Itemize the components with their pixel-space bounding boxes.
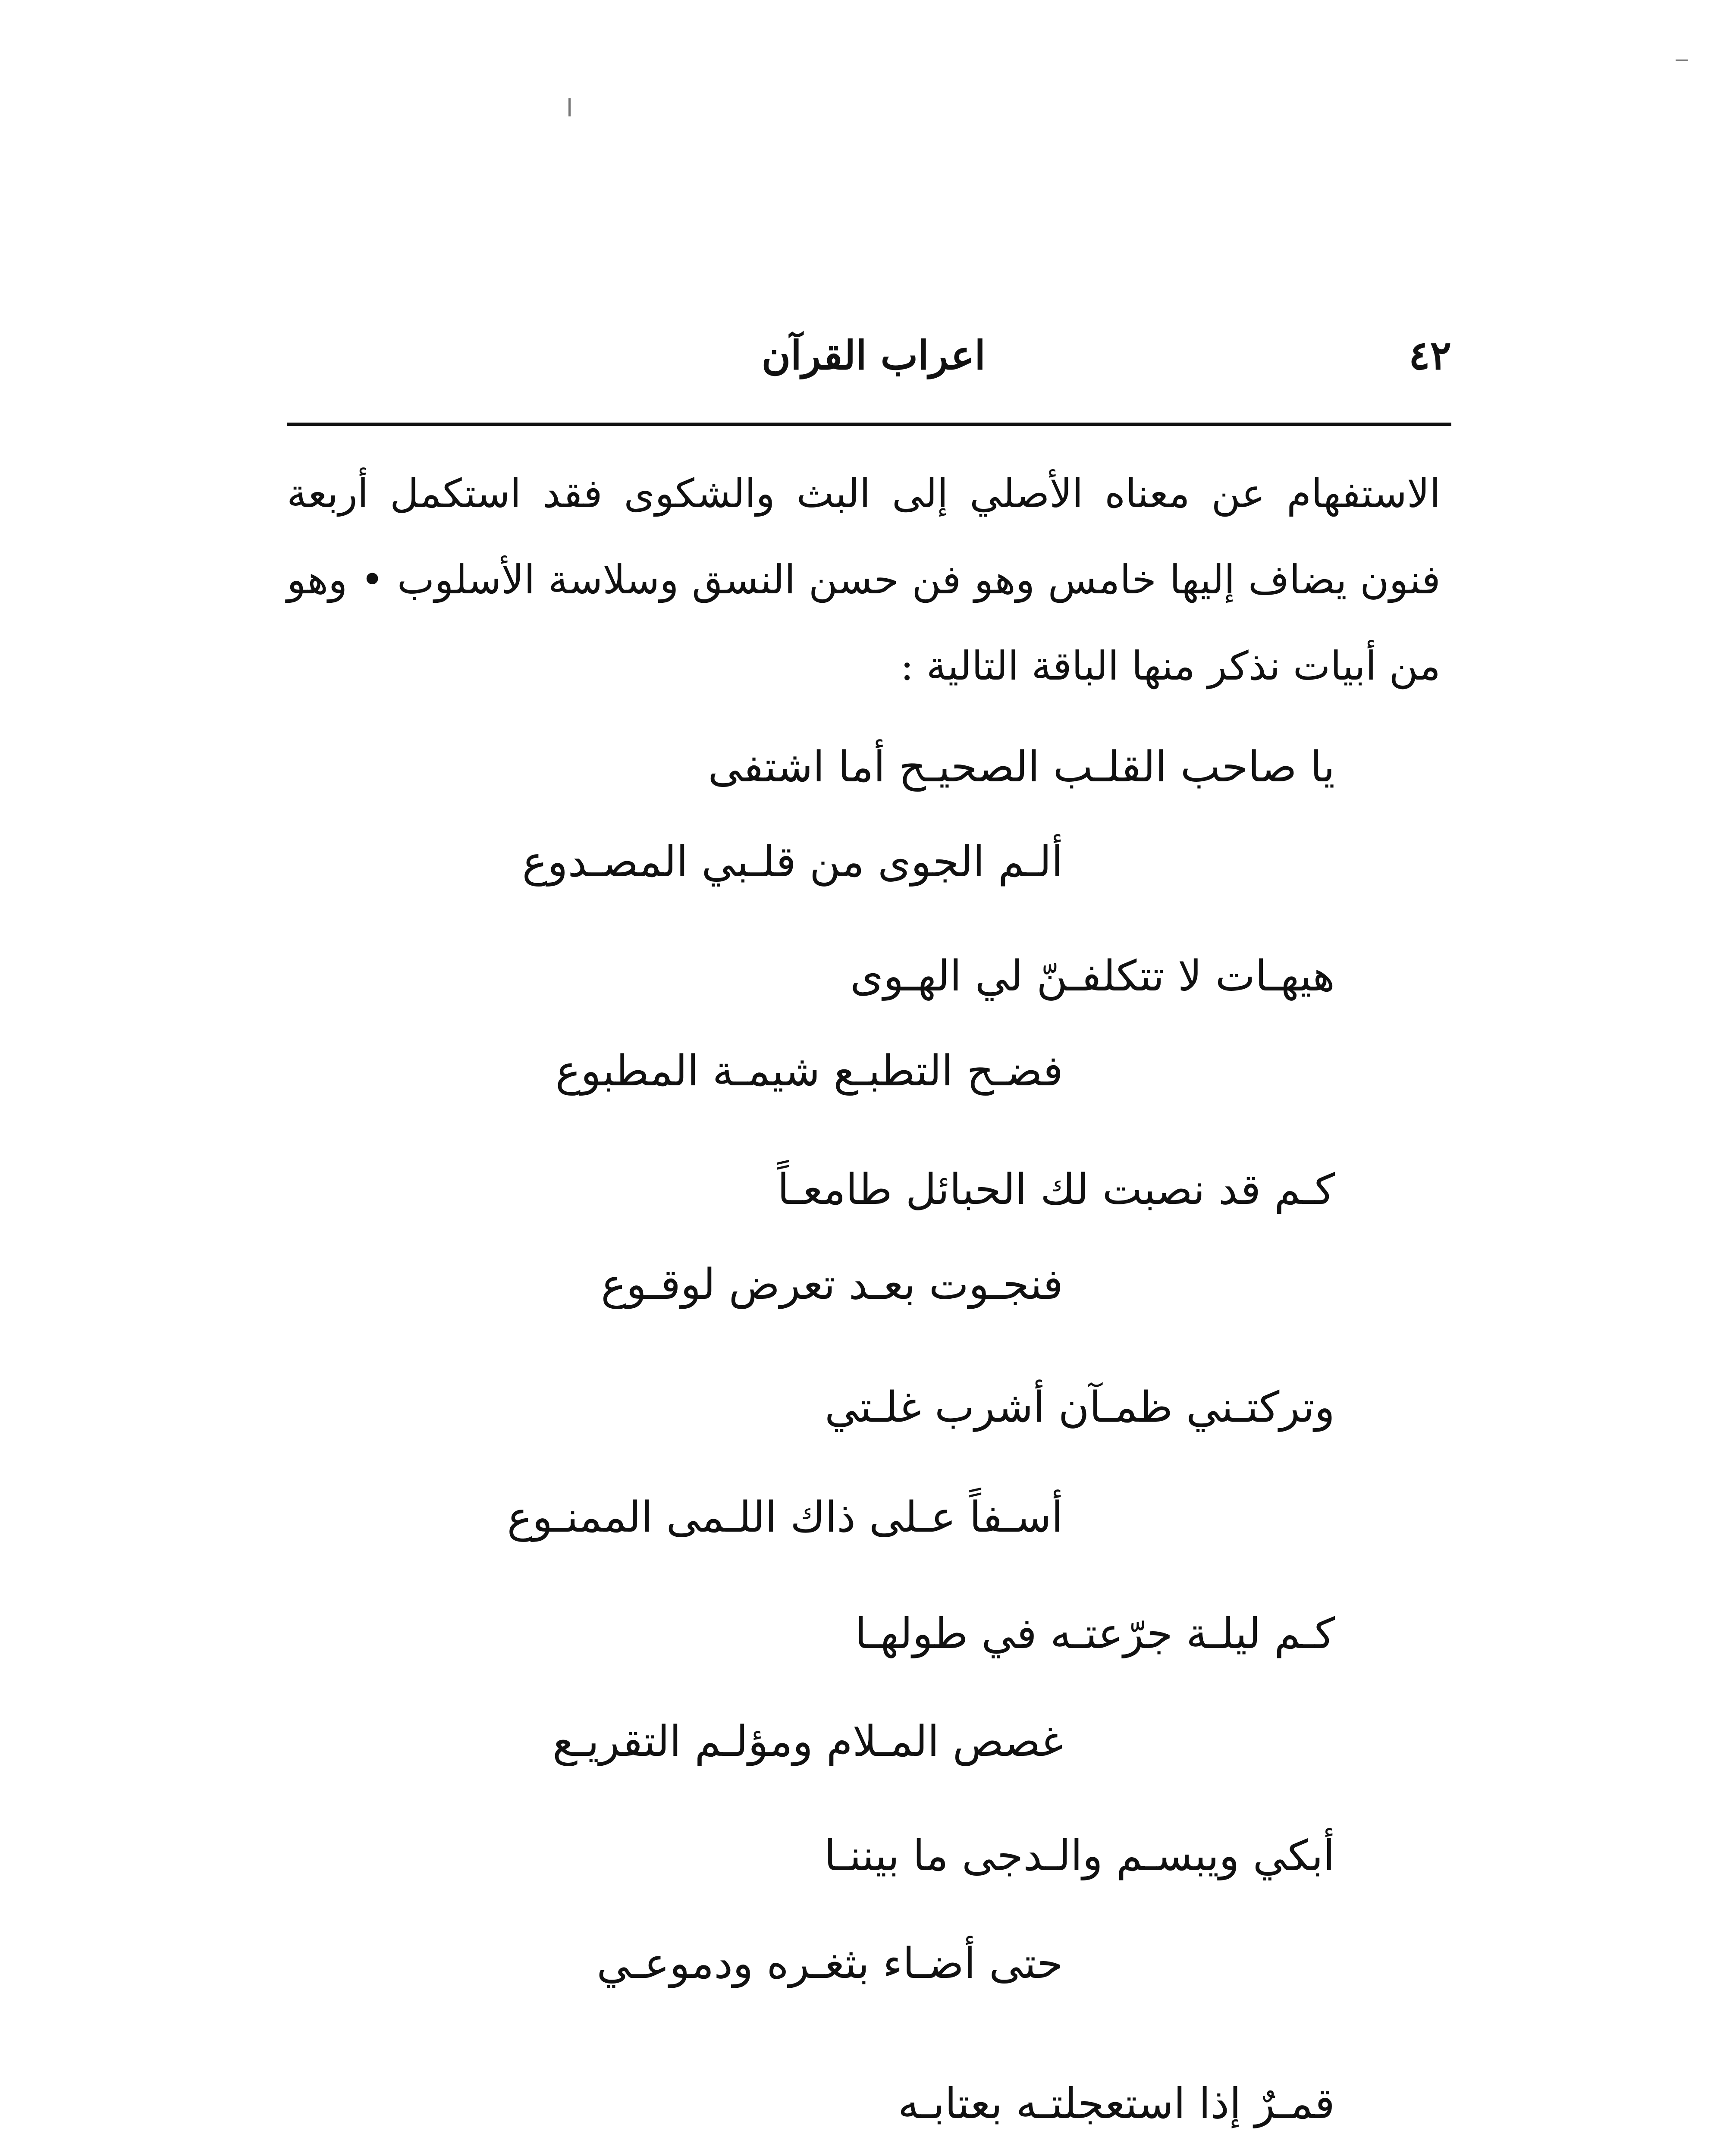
verse-1-first-hemistich: يا صاحب القلـب الصحيـح أما اشتفى <box>708 743 1335 792</box>
verse-3-first-hemistich: كـم قد نصبت لك الحبائل طامعـاً <box>777 1165 1335 1214</box>
verse-6-first-hemistich: أبكي ويبسـم والـدجى ما بيننـا <box>824 1831 1335 1880</box>
header-rule <box>287 423 1451 426</box>
running-title: اعراب القرآن <box>761 332 986 379</box>
verse-4-first-hemistich: وتركتـني ظمـآن أشرب غلـتي <box>825 1383 1335 1432</box>
verse-3-second-hemistich: فنجـوت بعـد تعرض لوقـوع <box>601 1260 1063 1309</box>
page-number: ٤٢ <box>1409 332 1451 379</box>
verse-5-first-hemistich: كـم ليلـة جرّعتـه في طولهـا <box>854 1609 1335 1658</box>
verse-1-second-hemistich: ألـم الجوى من قلـبي المصـدوع <box>522 837 1063 887</box>
verse-6-second-hemistich: حتى أضـاء بثغـره ودموعـي <box>596 1939 1063 1988</box>
intro-paragraph <box>287 451 1441 709</box>
verse-4-second-hemistich: أسـفاً عـلى ذاك اللـمى الممنـوع <box>507 1493 1063 1542</box>
scan-speck-top <box>568 98 571 116</box>
verse-5-second-hemistich: غصص المـلام ومؤلـم التقريـع <box>552 1717 1063 1766</box>
verse-2-first-hemistich: هيهـات لا تتكلفـنّ لي الهـوى <box>850 952 1335 1001</box>
verse-7-first-hemistich: قمـرٌ إذا استعجلتـه بعتابـه <box>898 2079 1335 2128</box>
scan-speck-right <box>1676 60 1688 61</box>
verse-2-second-hemistich: فضـح التطبـع شيمـة المطبوع <box>555 1047 1063 1096</box>
paragraph: الاستفهام عن معناه الأصلي إلى البث والشكوى فقد استكمل أربعة فنون يضاف إليها خامس وهو فن حسن النسق وسلاسة الأسلوب • وهو من أبيات نذكر منها الباقة التالية : <box>287 470 1441 689</box>
page-header <box>287 332 1451 401</box>
